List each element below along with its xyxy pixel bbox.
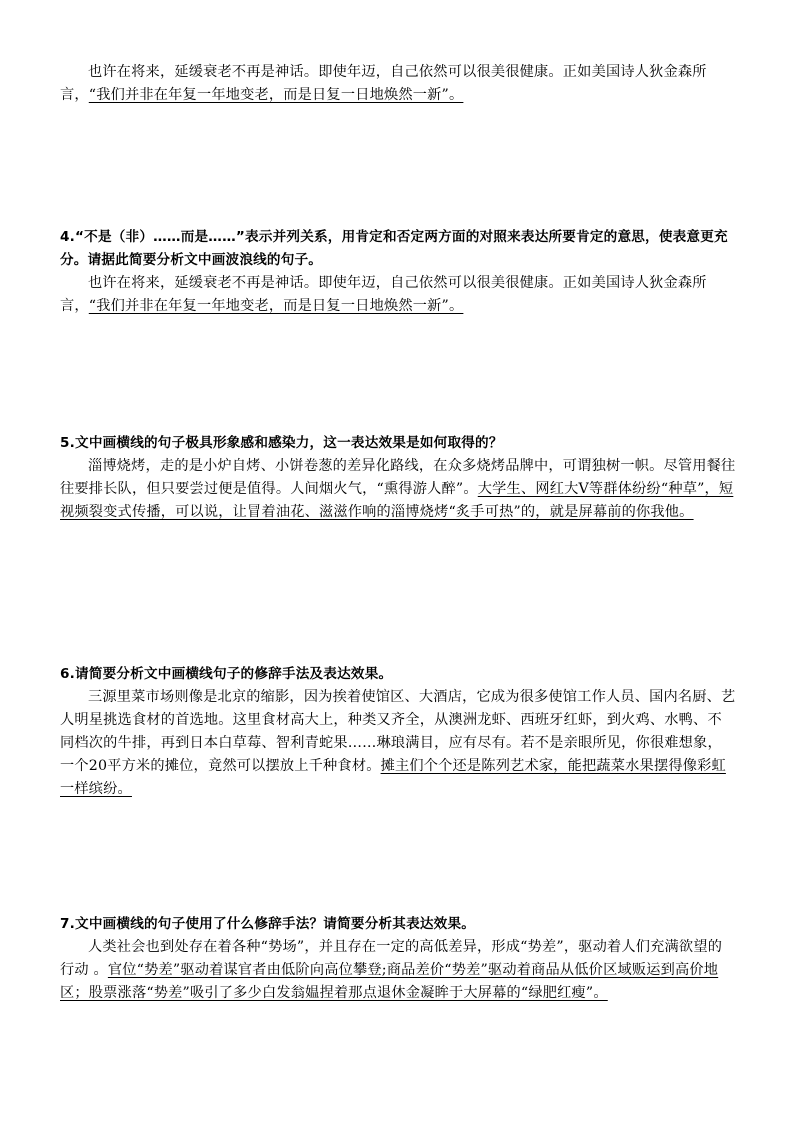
section-intro bbox=[60, 61, 736, 107]
question-4-prompt: 4.“不是（非）……而是……”表示并列关系，用肯定和否定两方面的对照来表达所要肯定的意思，使表意更充分。请据此简要分析文中画波浪线的句子。 bbox=[60, 229, 728, 268]
section-question-5 bbox=[60, 432, 736, 524]
passage-text: 人类社会也到处存在着各种“势场”，并且存在一定的高低差异，形成“势差”，驱动着人们充满欲望的行动 。 bbox=[60, 939, 723, 978]
underlined-sentence: “我们并非在年复一年地变老，而是日复一日地焕然一新”。 bbox=[88, 87, 464, 103]
underlined-sentence: 官位“势差”驱动着谋官者由低阶向高位攀登;商品差价“势差”驱动着商品从低价区域贩运到高价地区；股票涨落“势差”吸引了多少白发翁媪捏着那点退休金凝眸于大屏幕的“绿肥红瘦”。 bbox=[60, 962, 719, 1001]
passage-paragraph bbox=[60, 936, 736, 1005]
passage-text: 三源里菜市场则像是北京的缩影，因为挨着使馆区、大酒店，它成为很多使馆工作人员、国内名厨、艺人明星挑选食材的首选地。这里食材高大上，种类又齐全，从澳洲龙虾、西班牙红虾，到火鸡、水鸭、不同档次的牛排，再到日本白草莓、智利青蛇果……琳琅满目，应有尽有。若不是亲眼所见，你很难想象，一个20平方米的摊位，竟然可以摆放上千种食材。 bbox=[60, 689, 736, 774]
underlined-sentence: 大学生、网红大V等群体纷纷“种草”，短视频裂变式传播，可以说，让冒着油花、滋滋作响的淄博烧烤“炙手可热”的，就是屏幕前的你我他。 bbox=[60, 481, 734, 520]
question-7-prompt: 7.文中画横线的句子使用了什么修辞手法？请简要分析其表达效果。 bbox=[60, 916, 476, 932]
passage-text: 也许在将来，延缓衰老不再是神话。即使年迈，自己依然可以很美很健康。正如美国诗人狄金森所言， bbox=[60, 275, 707, 314]
section-question-7 bbox=[60, 913, 736, 1005]
section-question-4 bbox=[60, 226, 736, 318]
question-6-prompt: 6.请简要分析文中画横线句子的修辞手法及表达效果。 bbox=[60, 666, 393, 682]
question-5-prompt: 5.文中画横线的句子极具形象感和感染力，这一表达效果是如何取得的？ bbox=[60, 435, 503, 451]
passage-text: 淄博烧烤，走的是小炉自烤、小饼卷葱的差异化路线，在众多烧烤品牌中，可谓独树一帜。尽管用餐往往要排长队，但只要尝过便是值得。人间烟火气，“熏得游人醉”。 bbox=[60, 458, 736, 497]
section-question-6 bbox=[60, 663, 736, 801]
wavy-underlined-sentence: “我们并非在年复一年地变老，而是日复一日地焕然一新”。 bbox=[88, 298, 464, 314]
passage-paragraph bbox=[60, 686, 736, 801]
passage-paragraph bbox=[60, 455, 736, 524]
passage-paragraph bbox=[60, 272, 736, 318]
passage-text: 也许在将来，延缓衰老不再是神话。即使年迈，自己依然可以很美很健康。正如美国诗人狄金森所言， bbox=[60, 64, 707, 103]
underlined-sentence: 摊主们个个还是陈列艺术家，能把蔬菜水果摆得像彩虹一样缤纷。 bbox=[60, 758, 726, 797]
passage-paragraph bbox=[60, 61, 736, 107]
